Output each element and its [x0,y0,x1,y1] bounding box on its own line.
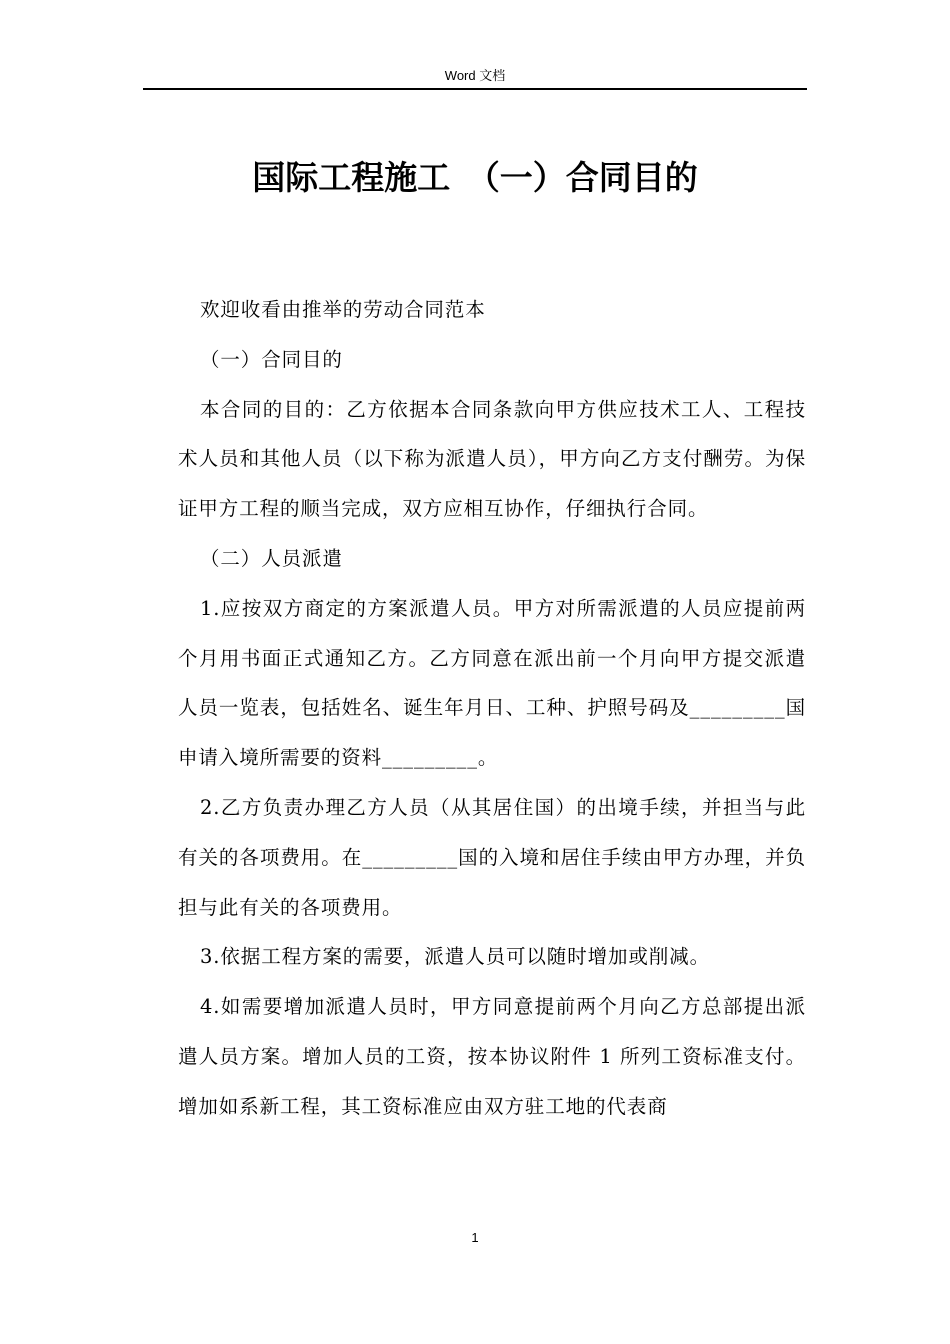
section-heading-purpose: （一）合同目的 [200,347,343,371]
page-header [143,66,807,90]
clause-1: 1.应按双方商定的方案派遣人员。甲方对所需派遣的人员应提前两个月用书面正式通知乙方。乙方同意在派出前一个月向甲方提交派遣人员一览表，包括姓名、诞生年月日、工种、护照号码及_________国申请入境所需要的资料_________。 [178,596,806,770]
paragraph-intro: 欢迎收看由推举的劳动合同范本 [200,298,486,321]
section-heading-dispatch: （二）人员派遣 [200,546,343,570]
document-title: 国际工程施工 （一）合同目的 [252,158,698,197]
clause-4: 4.如需要增加派遣人员时，甲方同意提前两个月向乙方总部提出派遣人员方案。增加人员的工资，按本协议附件 1 所列工资标准支付。增加如系新工程，其工资标准应由双方驻工地的代表商 [178,995,806,1118]
paragraph-purpose: 本合同的目的：乙方依据本合同条款向甲方供应技术工人、工程技术人员和其他人员（以下称为派遣人员），甲方向乙方支付酬劳。为保证甲方工程的顺当完成，双方应相互协作，仔细执行合同。 [178,397,806,521]
clause-3: 3.依据工程方案的需要，派遣人员可以随时增加或削减。 [200,945,711,969]
document-body [178,285,806,1132]
page-number: 1 [471,1230,479,1245]
clause-2: 2.乙方负责办理乙方人员（从其居住国）的出境手续，并担当与此有关的各项费用。在_________国的入境和居住手续由甲方办理，并负担与此有关的各项费用。 [178,795,806,919]
header-label: Word 文档 [444,68,506,83]
